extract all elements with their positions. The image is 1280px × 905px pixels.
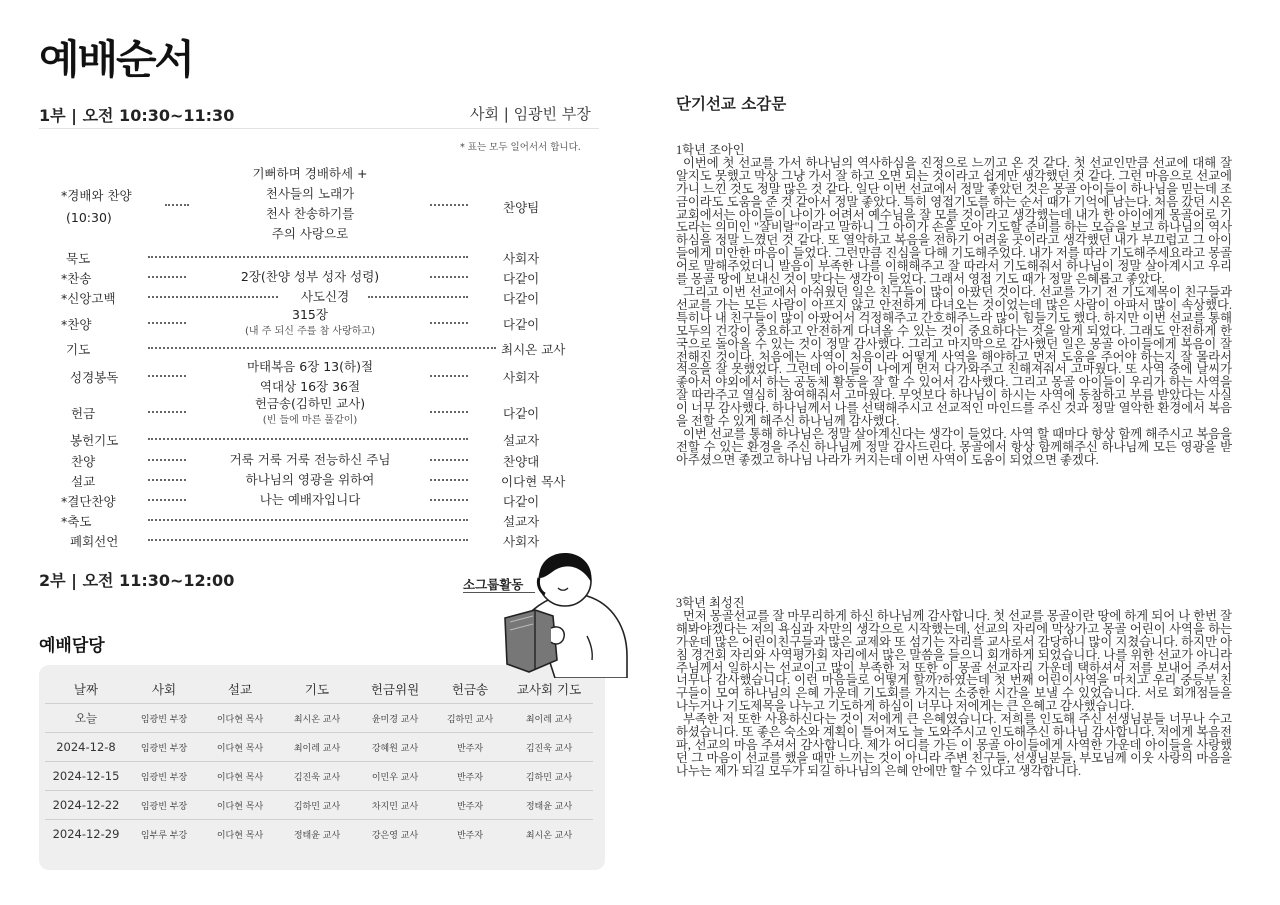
column-header: 사회 xyxy=(127,675,201,704)
testimony-paragraph: 이번에 첫 선교를 가서 하나님의 역사하심을 진정으로 느끼고 온 것 같다. 첫 선교인만큼 선교에 대해 잘 알지도 못했고 막상 그냥 가서 잘 하고 오면 되는 것이라고 쉽게만 생각했던 것 같다. 그런 마음으로 선교에 가니 느낀 것도 정말 많은 것 같다. 일단 이번 선교에서 정말 좋았던 것은 몽골 아이들이 하나님을 믿는데 조금이라도 도움을 준 것 같아서 정말 좋았다. 특히 영접기도를 하는 순서 때가 기억에 남는다. 처음 갔던 시온교회에서는 아이들이 나이가 어려서 예수님을 잘 모를 것이라고 생각했는데 내가 한 아이에게 몽골어로 기도라는 의미인 "잘비랄"이라고 말하니 그 아이가 손을 모아 기도할 준비를 하는 모습을 보고 하나님의 역사하심을 정말 느꼈던 것 같다. 또 열악하고 복음을 전하기 어려울 곳이라고 생각했던 내가 부끄럽고 그 아이들에게 미안한 마음이 들었다. 그런만큼 진심을 다해 기도해주었다. 내가 저를 따라 기도해주세요라고 몽골어로 말해주었더니 발음이 부족한 나를 이해해주고 잘 따라서 기도해줘서 하나님이 정말 살아계시고 우리를 몽골 땅에 보내신 것이 맞다는 생각이 들었다. 그래서 영접 기도 때가 정말 은혜롭고 좋았다. xyxy=(676,155,1232,287)
testimony-paragraph: 부족한 저 또한 사용하신다는 것이 저에게 큰 은혜였습니다. 저희를 인도해 주신 선생님분들 너무나 수고하셨습니다. 또 좋은 숙소와 계획이 틀어져도 늘 도와주시고 인도해주신 하나님 감사합니다. 저에게 복음전파, 선교의 마음 주셔서 감사합니다. 제가 어디를 가든 이 몽골 아이들에게 사역한 가운데 아이들을 사랑했던 그 마음이 선교를 했을 때만 느끼는 것이 아니라 주변 친구들, 선생님분들, 부모님께 이웃 사랑의 마음을 나누는 제가 되길 모두가 되길 하나님의 은혜 안에만 할 수 있다고 생각합니다. xyxy=(676,712,1232,778)
column-header: 헌금위원 xyxy=(355,675,435,704)
reading-person-illustration xyxy=(495,548,630,682)
leader-dots xyxy=(148,375,186,377)
table-cell: 이다현 목사 xyxy=(201,704,279,733)
song-title: 천사들의 노래가 xyxy=(265,186,355,201)
table-cell: 정태윤 교사 xyxy=(505,791,593,820)
order-label: 봉헌기도 xyxy=(70,433,119,448)
table-cell: 임광빈 부장 xyxy=(127,733,201,762)
order-label: 설교 xyxy=(71,474,96,489)
table-cell: 2024-12-15 xyxy=(45,762,127,791)
table-cell: 최이레 교사 xyxy=(505,704,593,733)
scripture-ref: 마태복음 6장 13(하)절 xyxy=(246,359,374,374)
leader-dots xyxy=(430,459,468,461)
order-label: 폐회선언 xyxy=(70,534,119,549)
order-label: *경배와 찬양 xyxy=(61,188,132,203)
order-content xyxy=(200,164,420,244)
leader-dots xyxy=(148,438,468,440)
leader-dots xyxy=(430,375,468,377)
hymn-title: 2장(찬양 성부 성자 성령) xyxy=(240,269,380,284)
commitment-song: 나는 예배자입니다 xyxy=(259,492,361,507)
table-cell: 최시온 교사 xyxy=(505,820,593,849)
order-label: *찬양 xyxy=(61,317,92,332)
table-cell: 이다현 목사 xyxy=(201,791,279,820)
order-label: 찬양 xyxy=(71,454,96,469)
table-cell: 이다현 목사 xyxy=(201,820,279,849)
testimony-block xyxy=(676,597,1232,778)
order-label: *축도 xyxy=(61,514,92,529)
song-title: 기뻐하며 경배하세 + xyxy=(252,166,368,181)
table-cell: 김하민 교사 xyxy=(435,704,505,733)
leader-dots xyxy=(148,347,496,349)
leader-dots xyxy=(430,411,468,413)
sermon-title: 하나님의 영광을 위하여 xyxy=(245,472,375,487)
leader-dots xyxy=(165,204,189,206)
part1-leader: 사회 | 임광빈 부장 xyxy=(470,105,591,123)
standing-note: * 표는 모두 일어서서 합니다. xyxy=(460,142,581,153)
leader-dots xyxy=(148,322,186,324)
order-leader: 다같이 xyxy=(503,271,540,286)
table-cell: 최시온 교사 xyxy=(279,704,355,733)
order-label: 헌금 xyxy=(71,406,96,421)
table-row xyxy=(45,820,593,849)
table-cell: 반주자 xyxy=(435,762,505,791)
song-title: 주의 사랑으로 xyxy=(271,226,349,241)
column-header: 교사회 기도 xyxy=(505,675,593,704)
hymn-subtitle: (내 주 되신 주를 참 사랑하고) xyxy=(245,326,375,337)
leader-dots xyxy=(148,499,186,501)
table-cell: 정태윤 교사 xyxy=(279,820,355,849)
order-leader: 찬양대 xyxy=(503,454,540,469)
leader-dots xyxy=(430,499,468,501)
song-title: 천사 찬송하기를 xyxy=(265,206,355,221)
table-cell: 윤미경 교사 xyxy=(355,704,435,733)
leader-dots xyxy=(148,479,186,481)
student-name: 3학년 최성진 xyxy=(676,596,745,610)
scripture-ref: 역대상 16장 36절 xyxy=(259,379,361,394)
order-leader: 사회자 xyxy=(503,251,540,266)
leader-dots xyxy=(148,519,468,521)
order-label: 성경봉독 xyxy=(70,370,119,385)
leader-dots xyxy=(148,256,468,258)
table-cell: 반주자 xyxy=(435,733,505,762)
order-leader: 다같이 xyxy=(503,317,540,332)
table-cell: 임광빈 부장 xyxy=(127,762,201,791)
order-leader: 다같이 xyxy=(503,291,540,306)
table-cell: 김진욱 교사 xyxy=(505,733,593,762)
page-title: 예배순서 xyxy=(39,37,193,83)
hymn-number: 315장 xyxy=(292,307,328,322)
leader-dots xyxy=(368,296,468,298)
order-label: 기도 xyxy=(66,342,91,357)
table-cell: 이민우 교사 xyxy=(355,762,435,791)
table-cell: 김하민 교사 xyxy=(279,791,355,820)
leader-dots xyxy=(430,276,468,278)
order-label: 묵도 xyxy=(66,251,91,266)
order-leader: 설교자 xyxy=(503,433,540,448)
order-leader: 사회자 xyxy=(503,534,540,549)
column-header: 헌금송 xyxy=(435,675,505,704)
leader-dots xyxy=(430,204,468,206)
essay-title: 단기선교 소감문 xyxy=(676,95,787,113)
table-cell: 임광빈 부장 xyxy=(127,791,201,820)
testimony-paragraph: 그리고 이번 선교에서 아쉬웠던 일은 친구들이 많이 아팠던 것이다. 선교를 가기 전 기도제목이 친구들과 선교를 가는 모든 사람이 아프지 않고 안전하게 다녀오는 것이었는데 많은 사람이 아파서 많이 속상했다. 특히나 내 친구들이 많이 아팠어서 걱정해주고 간호해주느라 많이 힘들기도 했다. 하지만 이번 선교를 통해 모두의 건강이 중요하고 안전하게 다녀올 수 있는 것이 중요하다는 것을 알게 되었다. 그래도 안전하게 한국으로 돌아올 수 있는 것이 정말 감사했다. 그리고 마지막으로 감사했던 일은 몽골 아이들에게 복음이 잘 전해진 것이다. 처음에는 사역이 처음이라 어떻게 사역을 해야하고 먼저 도움을 주어야 하는지 잘 몰라서 적응을 잘 못했었다. 그런데 아이들이 나에게 먼저 다가와주고 친해져줘서 고마웠다. 또 사역 중에 날씨가 좋아서 야외에서 하는 공동체 활동을 잘 할 수 있어서 감사했다. 그리고 몽골 아이들이 우리가 하는 사역을 잘 따라주고 열심히 참여해줘서 고마웠다. 무엇보다 하나님이 하시는 사역에 동참하고 부름 받았다는 사실이 너무 감사했다. 하나님께서 나를 선택해주시고 선교적인 마인드를 주신 것과 정말 열악한 환경에서 복음을 전할 수 있게 해주신 하나님께 감사했다. xyxy=(676,284,1232,429)
leader-dots xyxy=(148,296,278,298)
order-label: *찬송 xyxy=(61,271,92,286)
leader-dots xyxy=(148,411,186,413)
table-cell: 임광빈 부장 xyxy=(127,704,201,733)
leader-dots xyxy=(430,479,468,481)
order-leader: 찬양팀 xyxy=(503,200,540,215)
order-leader: 이다현 목사 xyxy=(501,474,566,489)
column-header: 기도 xyxy=(279,675,355,704)
table-cell: 김하민 교사 xyxy=(505,762,593,791)
creed-title: 사도신경 xyxy=(300,289,350,304)
reading-person-icon xyxy=(495,548,630,678)
testimony-paragraph: 먼저 몽골선교를 잘 마무리하게 하신 하나님께 감사합니다. 첫 선교를 몽골이란 땅에 하게 되어 나 한번 잘해봐야겠다는 저의 욕심과 자만의 생각으로 시작했는데, 선교의 자리에 막상가고 몽골 어린이 사역을 하는 가운데 많은 어린이친구들과 많은 교제와 또 섬기는 자리를 교사로서 감당하니 많이 지쳤습니다. 하지만 아침 경건회 자리와 사역평가회 자리에서 많은 말씀을 들으니 회개하게 되었습니다. 나를 위한 선교가 아니라 주님께서 일하시는 선교이고 많이 부족한 저 또한 이 몽골 선교자리 가운데 택하셔서 저를 보내어 주셔서 너무나 감사했습니다. 이런 마음들로 어떻게 할까?하였는데 첫 번째 어린이사역을 마치고 우리 중등부 친구들이 모여 하나님의 은혜 가운데 기도회를 가지는 소중한 시간을 보낼 수 있었습니다. 서로 회개점들을 나누거나 기도제목을 나누고 기도하게 하심이 너무나 저에게는 큰 은혜고 감사했습니다. xyxy=(676,608,1232,714)
worship-order xyxy=(0,0,640,560)
leader-dots xyxy=(430,322,468,324)
leader-dots xyxy=(148,459,186,461)
staff-title: 예배담당 xyxy=(39,636,105,656)
part1-heading: 1부 | 오전 10:30~11:30 xyxy=(39,106,235,125)
testimony-block xyxy=(676,144,1232,467)
table-cell: 이다현 목사 xyxy=(201,733,279,762)
leader-dots xyxy=(148,539,468,541)
table-cell: 2024-12-8 xyxy=(45,733,127,762)
small-group-label: 소그룹활동 xyxy=(463,577,524,592)
offering-subtitle: (빈 들에 마른 풀같이) xyxy=(262,415,358,426)
praise-title: 거룩 거룩 거룩 전능하신 주님 xyxy=(229,452,391,467)
table-cell: 차지민 교사 xyxy=(355,791,435,820)
order-time: (10:30) xyxy=(66,210,112,225)
table-cell: 임부루 부강 xyxy=(127,820,201,849)
student-name: 1학년 조아인 xyxy=(676,143,745,157)
table-row xyxy=(45,791,593,820)
scripture-block xyxy=(200,357,420,397)
staff-table xyxy=(45,675,593,848)
table-row xyxy=(45,733,593,762)
table-cell: 강은영 교사 xyxy=(355,820,435,849)
table-cell: 오늘 xyxy=(45,704,127,733)
table-cell: 2024-12-29 xyxy=(45,820,127,849)
table-cell: 반주자 xyxy=(435,791,505,820)
offering-song: 헌금송(김하민 교사) xyxy=(254,396,366,411)
order-leader: 다같이 xyxy=(503,406,540,421)
table-cell: 이다현 목사 xyxy=(201,762,279,791)
staff-table-panel xyxy=(39,665,605,870)
testimony-paragraph: 이번 선교를 통해 하나님은 정말 살아계신다는 생각이 들었다. 사역 할 때마다 항상 함께 해주시고 복음을 전할 수 있는 환경을 주신 하나님께 정말 감사드린다. 몽골에서 항상 함께해주신 하나님께 모든 영광을 받아주셨으면 좋겠고 하나님 나라가 커지는데 이번 사역이 도움이 되었으면 좋겠다. xyxy=(676,426,1232,467)
table-cell: 김진욱 교사 xyxy=(279,762,355,791)
column-header: 설교 xyxy=(201,675,279,704)
table-cell: 2024-12-22 xyxy=(45,791,127,820)
order-leader: 다같이 xyxy=(503,494,540,509)
table-cell: 반주자 xyxy=(435,820,505,849)
order-leader: 설교자 xyxy=(503,514,540,529)
hymn-block xyxy=(200,306,420,340)
offering-block xyxy=(200,395,420,429)
order-label: *결단찬양 xyxy=(61,494,116,509)
table-cell: 최이레 교사 xyxy=(279,733,355,762)
order-leader: 최시온 교사 xyxy=(501,342,566,357)
order-label: *신앙고백 xyxy=(61,291,116,306)
table-cell: 강혜원 교사 xyxy=(355,733,435,762)
column-header: 날짜 xyxy=(45,675,127,704)
leader-dots xyxy=(148,276,186,278)
table-row xyxy=(45,704,593,733)
order-leader: 사회자 xyxy=(503,370,540,385)
table-row xyxy=(45,762,593,791)
part2-heading: 2부 | 오전 11:30~12:00 xyxy=(39,571,235,590)
